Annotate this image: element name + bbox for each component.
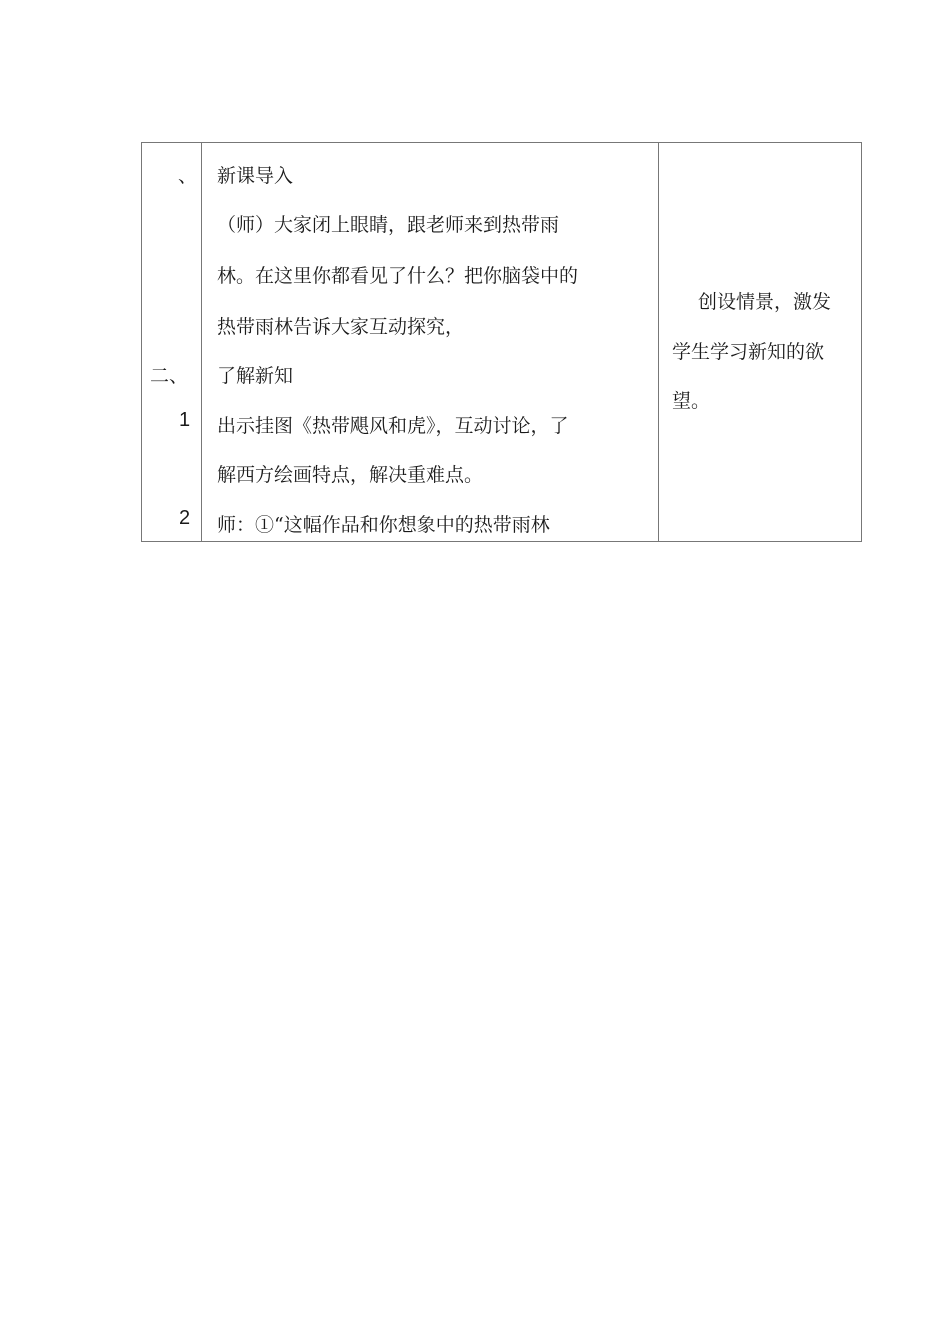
intent-line: 创设情景，激发 xyxy=(698,291,832,313)
section-label: 二、 xyxy=(150,365,189,387)
content-line: 了解新知 xyxy=(217,365,294,387)
design-intent-column xyxy=(659,143,862,541)
step-number-column xyxy=(142,143,202,541)
step-number-1: 1 xyxy=(179,409,191,431)
intent-line: 望。 xyxy=(672,390,711,412)
content-line: 师：①“这幅作品和你想象中的热带雨林 xyxy=(217,514,550,536)
content-line: 解西方绘画特点，解决重难点。 xyxy=(217,464,484,486)
intent-line: 学生学习新知的欲 xyxy=(672,341,825,363)
content-line: 热带雨林告诉大家互动探究， xyxy=(217,316,465,338)
lesson-table xyxy=(141,142,862,542)
teaching-content-column xyxy=(202,143,659,541)
content-line: （师）大家闭上眼睛，跟老师来到热带雨 xyxy=(217,214,560,236)
step-number-2: 2 xyxy=(179,507,191,529)
content-line: 林。在这里你都看见了什么？把你脑袋中的 xyxy=(217,265,579,287)
content-line: 出示挂图《热带飓风和虎》，互动讨论，了 xyxy=(217,415,569,437)
content-heading: 新课导入 xyxy=(217,165,294,187)
enumeration-mark: 、 xyxy=(178,165,198,187)
